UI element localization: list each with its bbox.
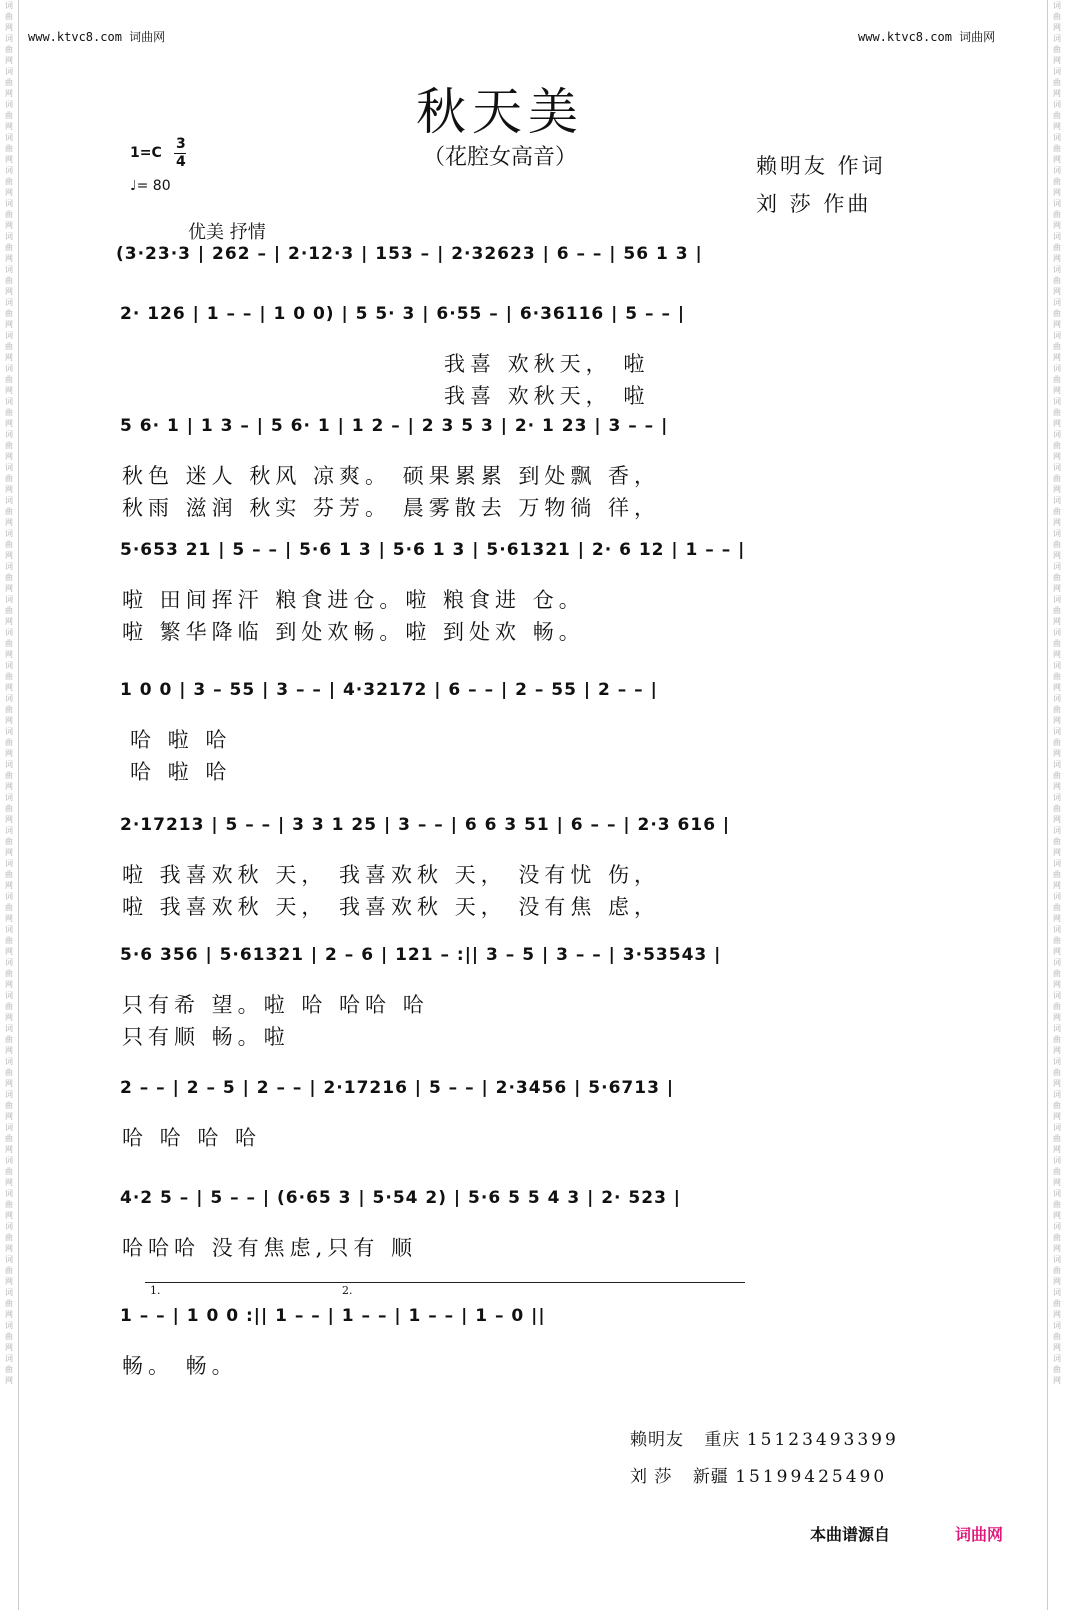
expression-marking: 优美 抒情 xyxy=(188,222,266,243)
contact-phone: 15123493399 xyxy=(746,1430,899,1450)
lyric-line: 啦 我喜欢秋 天， 我喜欢秋 天， 没有焦 虑， xyxy=(122,895,661,919)
notation-line: 5 6· 1 | 1 3 – | 5 6· 1 | 1 2 – | 2 3 5 3 | 2· 1 23 | 3 – – | xyxy=(120,416,669,436)
time-signature-bottom: 4 xyxy=(176,154,186,170)
notation-line: 5·6 356 | 5·61321 | 2 – 6 | 121 – :|| 3 – 5 | 3 – – | 3·53543 | xyxy=(120,945,722,965)
time-signature-top: 3 xyxy=(176,136,186,152)
lyric-line: 哈 哈 哈 哈 xyxy=(122,1126,262,1150)
lyric-line: 哈哈哈 没有焦虑,只有 顺 xyxy=(122,1236,418,1260)
contact-place: 重庆 xyxy=(704,1430,741,1450)
contact-name: 刘 莎 xyxy=(630,1467,673,1487)
lyric-line: 畅。 畅。 xyxy=(122,1354,238,1378)
lyric-line: 哈 啦 哈 xyxy=(130,728,232,752)
notation-line: (3·23·3 | 262 – | 2·12·3 | 153 – | 2·32623 | 6 – – | 56 1 3 | xyxy=(116,244,703,264)
notation-line: 1 0 0 | 3 – 55 | 3 – – | 4·32172 | 6 – – | 2 – 55 | 2 – – | xyxy=(120,680,658,700)
notation-line: 2·17213 | 5 – – | 3 3 1 25 | 3 – – | 6 6 3 51 | 6 – – | 2·3 616 | xyxy=(120,815,731,835)
song-title: 秋天美 xyxy=(416,83,584,141)
lyricist-credit: 赖明友 作词 xyxy=(756,154,886,178)
notation-line: 4·2 5 – | 5 – – | (6·65 3 | 5·54 2) | 5·6 5 5 4 3 | 2· 523 | xyxy=(120,1188,682,1208)
right-watermark-strip: 词曲网词曲网词曲网词曲网词曲网词曲网词曲网词曲网词曲网词曲网词曲网词曲网词曲网词曲网词曲网词曲网词曲网词曲网词曲网词曲网词曲网词曲网词曲网词曲网词曲网词曲网词曲网词曲网词曲网词曲网词曲网词曲网词曲网词曲网词曲网词曲网词曲网词曲网词曲网词曲网词曲网词曲网 xyxy=(1053,1,1061,1385)
lyric-line: 啦 繁华降临 到处欢畅。啦 到处欢 畅。 xyxy=(122,620,585,644)
notation-line: 2 – – | 2 – 5 | 2 – – | 2·17216 | 5 – – | 2·3456 | 5·6713 | xyxy=(120,1078,675,1098)
volta-2-label: 2. xyxy=(342,1284,353,1297)
volta-bracket xyxy=(145,1282,745,1283)
site-watermark-right: www.ktvc8.com 词曲网 xyxy=(858,30,996,44)
source-label: 本曲谱源自 xyxy=(810,1525,891,1544)
lyric-line: 只有顺 畅。啦 xyxy=(122,1025,290,1049)
contact-name: 赖明友 xyxy=(630,1430,684,1450)
right-border xyxy=(1047,0,1048,1610)
lyric-line: 秋色 迷人 秋风 凉爽。 硕果累累 到处飘 香， xyxy=(122,464,661,488)
contact-row xyxy=(630,1425,899,1450)
composer-credit: 刘 莎 作曲 xyxy=(756,192,872,216)
volta-1-label: 1. xyxy=(150,1284,161,1297)
contact-row xyxy=(630,1462,887,1487)
left-border xyxy=(18,0,19,1610)
site-watermark-left: www.ktvc8.com 词曲网 xyxy=(28,30,166,44)
contact-place: 新疆 xyxy=(692,1467,729,1487)
left-watermark-strip: 词曲网词曲网词曲网词曲网词曲网词曲网词曲网词曲网词曲网词曲网词曲网词曲网词曲网词曲网词曲网词曲网词曲网词曲网词曲网词曲网词曲网词曲网词曲网词曲网词曲网词曲网词曲网词曲网词曲网词曲网词曲网词曲网词曲网词曲网词曲网词曲网词曲网词曲网词曲网词曲网词曲网词曲网 xyxy=(5,1,13,1385)
notation-line: 1 – – | 1 0 0 :|| 1 – – | 1 – – | 1 – – | 1 – 0 || xyxy=(120,1306,546,1326)
tempo-marking: ♩= 80 xyxy=(130,178,171,194)
lyric-line: 我喜 欢秋天， 啦 xyxy=(444,384,650,408)
song-subtitle: （花腔女高音） xyxy=(422,145,577,170)
key-signature: 1=C xyxy=(130,145,162,161)
notation-line: 5·653 21 | 5 – – | 5·6 1 3 | 5·6 1 3 | 5·61321 | 2· 6 12 | 1 – – | xyxy=(120,540,746,560)
lyric-line: 只有希 望。啦 哈 哈哈 哈 xyxy=(122,993,429,1017)
lyric-line: 秋雨 滋润 秋实 芬芳。 晨雾散去 万物徜 徉， xyxy=(122,496,661,520)
lyric-line: 啦 我喜欢秋 天， 我喜欢秋 天， 没有忧 伤， xyxy=(122,863,661,887)
source-site-link[interactable]: 词曲网 xyxy=(955,1525,1004,1544)
lyric-line: 我喜 欢秋天， 啦 xyxy=(444,352,650,376)
notation-line: 2· 126 | 1 – – | 1 0 0) | 5 5· 3 | 6·55 – | 6·36116 | 5 – – | xyxy=(120,304,686,324)
lyric-line: 啦 田间挥汗 粮食进仓。啦 粮食进 仓。 xyxy=(122,588,585,612)
lyric-line: 哈 啦 哈 xyxy=(130,760,232,784)
contact-phone: 15199425490 xyxy=(735,1467,888,1487)
